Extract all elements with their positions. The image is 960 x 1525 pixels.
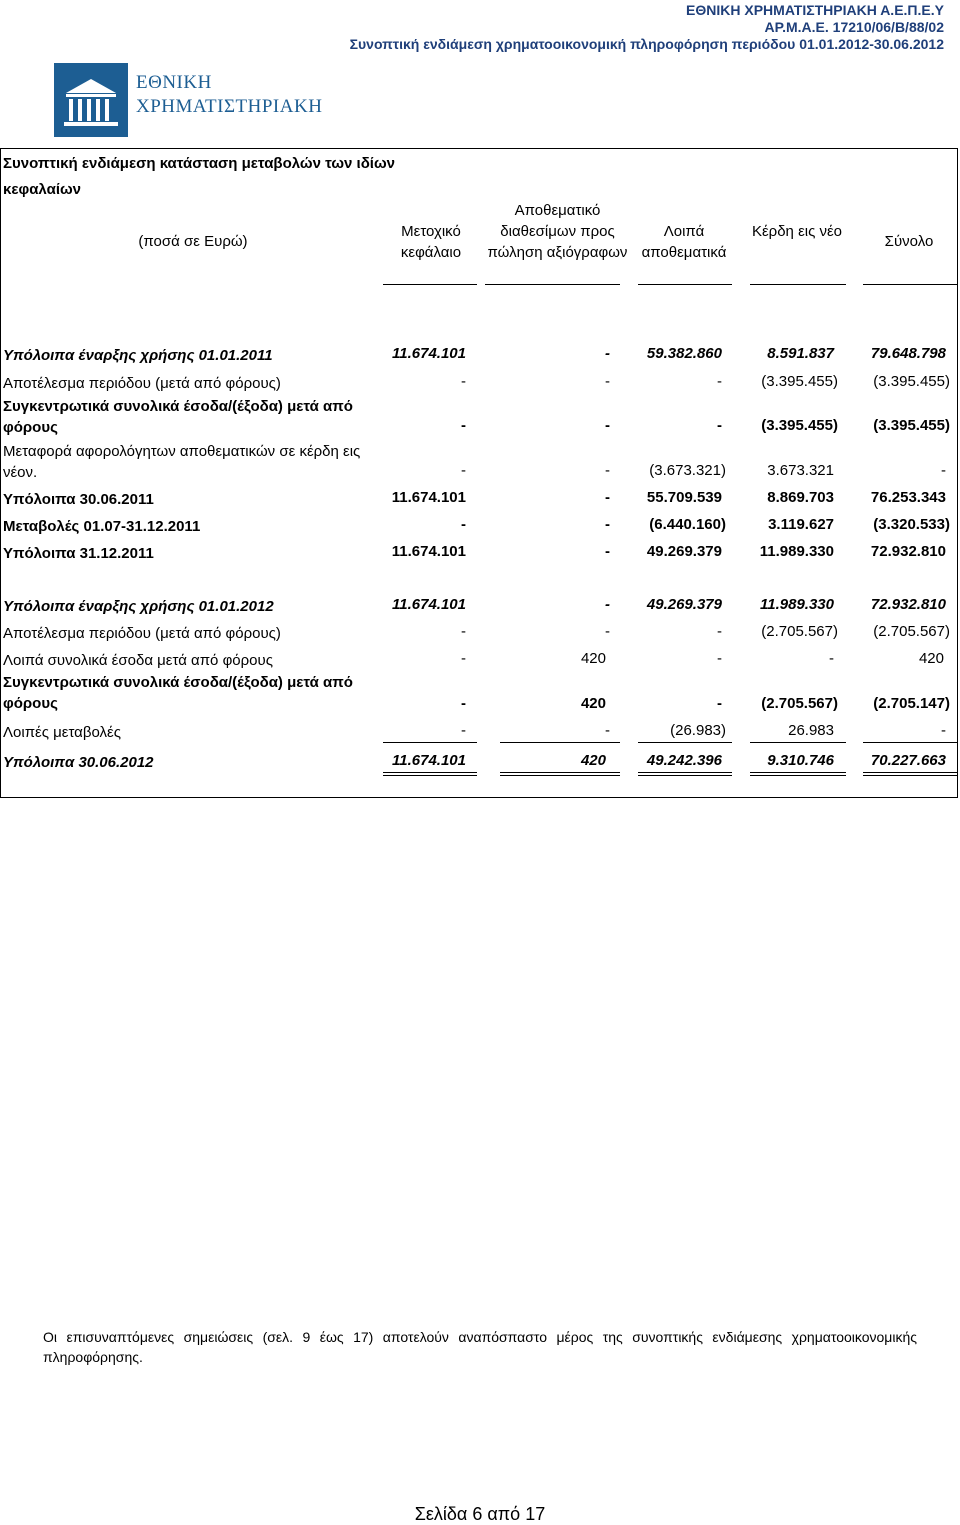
cell-share-capital: 11.674.101 bbox=[391, 489, 466, 506]
cell-retained-earnings: 11.989.330 bbox=[759, 543, 834, 560]
cell-total: 72.932.810 bbox=[870, 596, 946, 613]
cell-share-capital: 11.674.101 bbox=[391, 543, 466, 560]
notes-disclaimer: Οι επισυναπτόμενες σημειώσεις (σελ. 9 έως 17) αποτελούν αναπόσπαστο μέρος της συνοπτικής ενδιάμεσης χρηματοοικονομικής πληροφόρησης. bbox=[43, 1329, 917, 1365]
cell-total: 76.253.343 bbox=[870, 489, 946, 506]
cell-share-capital: 11.674.101 bbox=[392, 345, 466, 362]
total-rule bbox=[638, 772, 732, 773]
registration-number: ΑΡ.Μ.Α.Ε. 17210/06/Β/88/02 bbox=[764, 19, 944, 35]
total-rule bbox=[863, 772, 958, 773]
cell-afs-reserve: - bbox=[605, 516, 610, 533]
cell-other-reserves: - bbox=[717, 417, 722, 434]
cell-afs-reserve: - bbox=[605, 489, 610, 506]
cell-afs-reserve: - bbox=[605, 722, 610, 739]
cell-other-reserves: 59.382.860 bbox=[646, 345, 722, 362]
total-rule bbox=[750, 772, 846, 773]
total-rule bbox=[383, 775, 477, 776]
cell-retained-earnings: 26.983 bbox=[788, 722, 834, 739]
cell-afs-reserve: - bbox=[605, 543, 610, 560]
cell-total: (3.395.455) bbox=[873, 373, 950, 390]
cell-other-reserves: (3.673.321) bbox=[649, 462, 726, 479]
cell-total: 70.227.663 bbox=[870, 752, 946, 769]
col-rule-4 bbox=[750, 284, 846, 285]
cell-afs-reserve: - bbox=[605, 373, 610, 390]
total-rule bbox=[638, 775, 732, 776]
cell-total: 72.932.810 bbox=[870, 543, 946, 560]
subtotal-rule bbox=[638, 742, 732, 743]
cell-other-reserves: (26.983) bbox=[670, 722, 726, 739]
cell-other-reserves: - bbox=[717, 623, 722, 640]
cell-total: (2.705.147) bbox=[873, 695, 950, 712]
subtotal-rule bbox=[500, 742, 620, 743]
cell-afs-reserve: - bbox=[605, 462, 610, 479]
report-period: Συνοπτική ενδιάμεση χρηματοοικονομική πληροφόρηση περιόδου 01.01.2012-30.06.2012 bbox=[349, 36, 944, 52]
row-label: Συγκεντρωτικά συνολικά έσοδα/(έξοδα) μετά από φόρους bbox=[3, 674, 353, 712]
cell-afs-reserve: - bbox=[605, 417, 610, 434]
cell-retained-earnings: - bbox=[829, 650, 834, 667]
cell-share-capital: 11.674.101 bbox=[392, 752, 466, 769]
row-label: Υπόλοιπα 30.06.2011 bbox=[3, 491, 154, 508]
row-label: Μεταβολές 01.07-31.12.2011 bbox=[3, 518, 201, 535]
cell-other-reserves: 49.242.396 bbox=[646, 752, 722, 769]
cell-retained-earnings: (3.395.455) bbox=[761, 417, 838, 434]
row-label: Λοιπές μεταβολές bbox=[3, 724, 121, 741]
cell-share-capital: - bbox=[461, 722, 466, 739]
total-rule bbox=[383, 772, 477, 773]
cell-share-capital: - bbox=[461, 695, 466, 712]
row-label: Υπόλοιπα 30.06.2012 bbox=[3, 754, 154, 771]
col-rule-5 bbox=[863, 284, 958, 285]
cell-other-reserves: - bbox=[717, 373, 722, 390]
cell-afs-reserve: 420 bbox=[580, 650, 606, 667]
company-logo bbox=[54, 63, 324, 137]
cell-total: 420 bbox=[918, 650, 944, 667]
cell-share-capital: - bbox=[461, 373, 466, 390]
cell-afs-reserve: 420 bbox=[580, 752, 606, 769]
logo-wordmark bbox=[136, 71, 322, 119]
page-number: Σελίδα 6 από 17 bbox=[414, 1504, 546, 1524]
amounts-label: (ποσά σε Ευρώ) bbox=[138, 233, 248, 250]
cell-retained-earnings: 9.310.746 bbox=[767, 752, 834, 769]
col-header-share-capital: Μετοχικό κεφάλαιο bbox=[400, 223, 462, 261]
cell-share-capital: - bbox=[461, 462, 466, 479]
total-rule bbox=[750, 775, 846, 776]
cell-other-reserves: 49.269.379 bbox=[646, 596, 722, 613]
cell-retained-earnings: 3.119.627 bbox=[768, 516, 834, 533]
row-label: Μεταφορά αφορολόγητων αποθεματικών σε κέρδη εις νέον. bbox=[3, 443, 361, 481]
col-header-total: Σύνολο bbox=[884, 233, 934, 250]
cell-retained-earnings: (3.395.455) bbox=[761, 373, 838, 390]
statement-title: Συνοπτική ενδιάμεση κατάσταση μεταβολών των ιδίων κεφαλαίων bbox=[3, 155, 395, 198]
cell-afs-reserve: - bbox=[605, 345, 610, 362]
cell-other-reserves: (6.440.160) bbox=[649, 516, 726, 533]
subtotal-rule bbox=[750, 742, 846, 743]
cell-share-capital: - bbox=[461, 623, 466, 640]
cell-retained-earnings: 8.869.703 bbox=[767, 489, 834, 506]
cell-share-capital: 11.674.101 bbox=[392, 596, 466, 613]
cell-total: (3.320.533) bbox=[873, 516, 950, 533]
building-icon bbox=[54, 63, 128, 137]
company-name: ΕΘΝΙΚΗ ΧΡΗΜΑΤΙΣΤΗΡΙΑΚΗ Α.Ε.Π.Ε.Υ bbox=[686, 2, 944, 18]
cell-retained-earnings: (2.705.567) bbox=[761, 695, 838, 712]
col-rule-2 bbox=[485, 284, 620, 285]
cell-afs-reserve: - bbox=[605, 623, 610, 640]
subtotal-rule bbox=[863, 742, 958, 743]
subtotal-rule bbox=[383, 742, 477, 743]
cell-afs-reserve: 420 bbox=[580, 695, 606, 712]
cell-other-reserves: - bbox=[717, 695, 722, 712]
row-label: Υπόλοιπα έναρξης χρήσης 01.01.2012 bbox=[3, 598, 274, 615]
total-rule bbox=[500, 775, 620, 776]
total-rule bbox=[500, 772, 620, 773]
logo-line-1: ΕΘΝΙΚΗ bbox=[136, 72, 212, 93]
cell-total: (3.395.455) bbox=[873, 417, 950, 434]
cell-share-capital: - bbox=[461, 417, 466, 434]
row-label: Αποτέλεσμα περιόδου (μετά από φόρους) bbox=[3, 375, 281, 392]
col-header-other-reserves: Λοιπά αποθεματικά bbox=[641, 223, 727, 261]
total-rule bbox=[863, 775, 958, 776]
document-header bbox=[350, 2, 944, 53]
cell-retained-earnings: 11.989.330 bbox=[760, 596, 834, 613]
cell-other-reserves: 49.269.379 bbox=[646, 543, 722, 560]
cell-other-reserves: 55.709.539 bbox=[646, 489, 722, 506]
cell-total: 79.648.798 bbox=[870, 345, 946, 362]
row-label: Υπόλοιπα έναρξης χρήσης 01.01.2011 bbox=[3, 347, 273, 364]
col-rule-1 bbox=[383, 284, 477, 285]
cell-afs-reserve: - bbox=[605, 596, 610, 613]
cell-other-reserves: - bbox=[717, 650, 722, 667]
cell-retained-earnings: 3.673.321 bbox=[767, 462, 834, 479]
col-rule-3 bbox=[638, 284, 732, 285]
row-label: Λοιπά συνολικά έσοδα μετά από φόρους bbox=[3, 652, 273, 669]
cell-retained-earnings: (2.705.567) bbox=[761, 623, 838, 640]
cell-share-capital: - bbox=[461, 516, 466, 533]
cell-share-capital: - bbox=[461, 650, 466, 667]
cell-retained-earnings: 8.591.837 bbox=[767, 345, 834, 362]
row-label: Συγκεντρωτικά συνολικά έσοδα/(έξοδα) μετά από φόρους bbox=[3, 398, 353, 436]
col-header-retained-earnings: Κέρδη εις νέο bbox=[751, 223, 843, 240]
row-label: Υπόλοιπα 31.12.2011 bbox=[3, 545, 154, 562]
cell-total: - bbox=[941, 722, 946, 739]
cell-total: (2.705.567) bbox=[873, 623, 950, 640]
cell-total: - bbox=[941, 462, 946, 479]
logo-line-2: ΧΡΗΜΑΤΙΣΤΗΡΙΑΚΗ bbox=[136, 96, 323, 117]
col-header-afs-reserve: Αποθεματικό διαθεσίμων προς πώληση αξιόγραφων bbox=[487, 202, 628, 261]
row-label: Αποτέλεσμα περιόδου (μετά από φόρους) bbox=[3, 625, 281, 642]
